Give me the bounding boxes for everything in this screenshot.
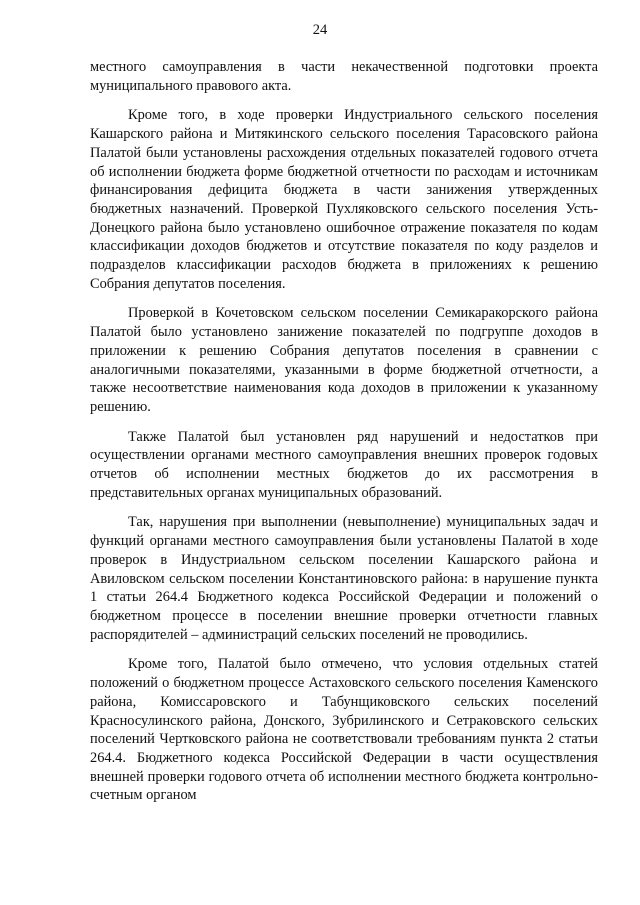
paragraph-kochetovskoe-check: Проверкой в Кочетовском сельском поселении Семикаракорского района Палатой было установлено занижение показателей по подгруппе доходов в приложении к решению Собрания депутатов поселения в сравнении с аналогичными показателями, указанными в форме бюджетной отчетности, а также несоответствие наименования кода доходов в приложении к указанному решению. (90, 305, 598, 415)
paragraph-external-review-violations: Также Палатой был установлен ряд нарушений и недостатков при осуществлении органами местного самоуправления внешних проверок годовых отчетов об исполнении местных бюджетов до их рассмотрения в представительных органах муниципальных образований. (90, 428, 598, 501)
paragraph-municipal-tasks-violations: Так, нарушения при выполнении (невыполнение) муниципальных задач и функций органами местного самоуправления были установлены Палатой в ходе проверок в Индустриальном сельском поселении Кашарского района и Авиловском сельском поселении Константиновского района: в нарушение пункта 1 статьи 264.4 Бюджетного кодекса Российской Федерации и положений о бюджетном процессе в поселении внешние проверки отчетности главных распорядителей – администраций сельских поселений не проводились. (90, 514, 598, 643)
paragraph-continuation: местного самоуправления в части некачественной подготовки проекта муниципального правового акта. (90, 59, 598, 94)
page-number: 24 (312, 22, 328, 38)
paragraph-inconsistencies-check: Кроме того, в ходе проверки Индустриального сельского поселения Кашарского района и Митякинского сельского поселения Тарасовского района Палатой были установлены расхождения отдельных показателей годового отчета об исполнении бюджета форме бюджетной отчетности по расходам и источникам финансирования дефицита бюджета в части занижения утвержденных бюджетных назначений. Проверкой Пухляковского сельского поселения Усть-Донецкого района было установлено ошибочное отражение показателя по кодам классификации доходов бюджетов и отсутствие показателя по коду разделов и подразделов классификации расходов бюджета в приложениях к решению Собрания депутатов поселения. (90, 107, 598, 292)
paragraph-budget-process-provisions: Кроме того, Палатой было отмечено, что условия отдельных статей положений о бюджетном процессе Астаховского сельского поселения Каменского района, Комиссаровского и Табунщиковского сельских поселений Красносулинского района, Донского, Зубрилинского и Сетраковского сельских поселений Чертковского района не соответствовали требованиям пункта 2 статьи 264.4. Бюджетного кодекса Российской Федерации в части осуществления внешней проверки годового отчета об исполнении местного бюджета контрольно-счетным органом (90, 656, 598, 804)
document-body (90, 58, 598, 816)
